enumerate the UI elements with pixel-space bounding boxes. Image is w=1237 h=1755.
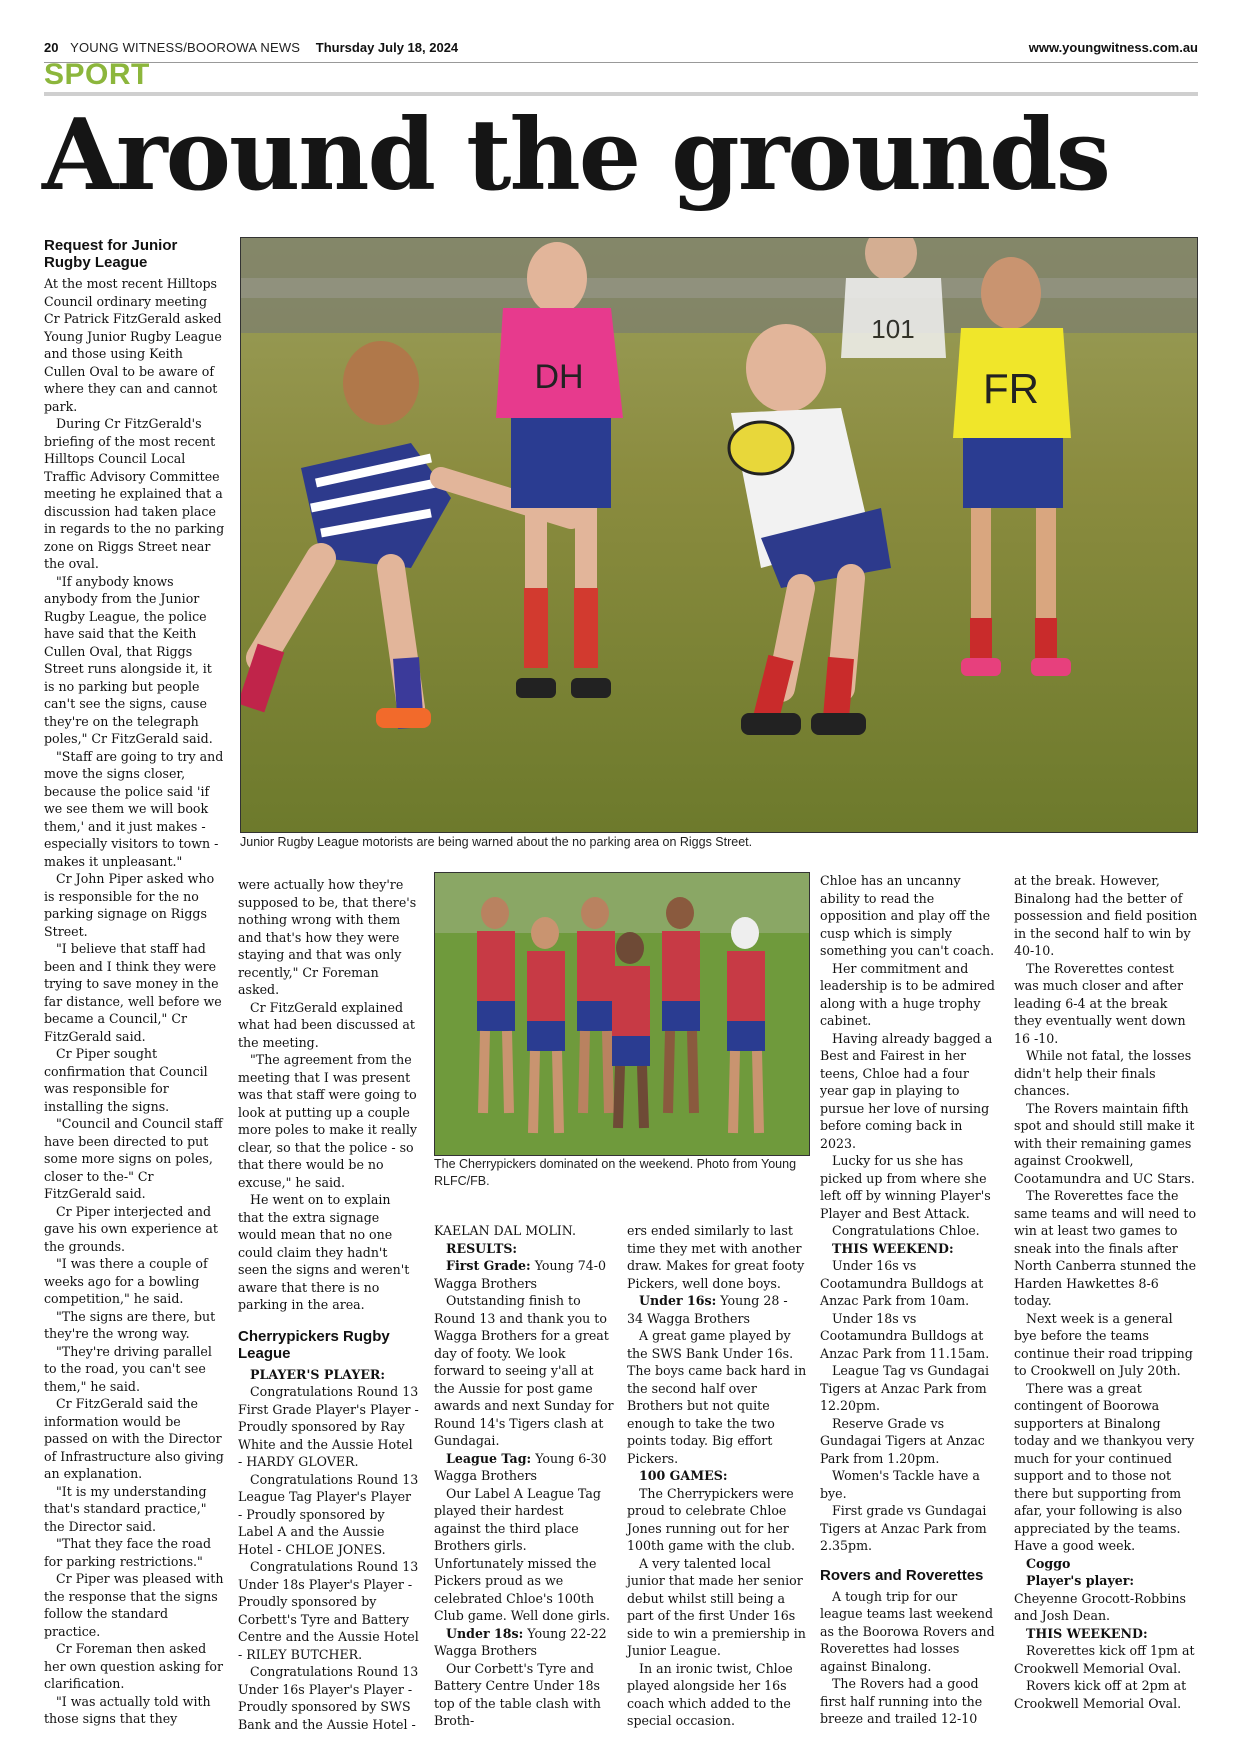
story1-paragraph: Cr FitzGerald explained what had been discussed at the meeting.: [238, 999, 415, 1050]
section-label: SPORT: [44, 58, 150, 91]
league-tag-text: Our Label A League Tag played their hardest against the third place Brothers girls. Unfortunately missed the Pickers proud as we celebrated Chloe's 100th Club game. Well done girls.: [434, 1485, 611, 1623]
story3-paragraph: The Roverettes contest was much closer and after leading 6-4 at the break they eventually went down 16 -10.: [1014, 960, 1186, 1046]
games-p6: Having already bagged a Best and Fairest in her teens, Chloe had a four year gap in playing to pursue her love of nursing before coming back in 2023.: [820, 1030, 993, 1151]
u16-score: Young 28 - 34 Wagga Brothers: [627, 1293, 788, 1326]
junior-rugby-photo: [241, 238, 1197, 832]
story1-paragraph: "That they face the road for parking restrictions.": [44, 1536, 212, 1569]
fixture-item: Under 18s vs Cootamundra Bulldogs at Anzac Park from 11.15am.: [820, 1310, 990, 1361]
story3-continued: [1014, 872, 1198, 1555]
story1-paragraph: "I was actually told with those signs that they: [44, 1693, 211, 1726]
story1-paragraph: "Staff are going to try and move the signs closer, because the police said 'if we see them we will book them,' and it just makes - especially visitors to town - makes it unpleasant.": [44, 748, 224, 869]
league-tag-label: League Tag:: [446, 1450, 532, 1466]
main-photo: [240, 237, 1198, 833]
fixture-item: Reserve Grade vs Gundagai Tigers at Anzac Park from 1.20pm.: [820, 1415, 985, 1466]
jersey-number: 101: [871, 314, 915, 344]
players-player-names: Cheyenne Grocott-Robbins and Josh Dean.: [1014, 1590, 1186, 1623]
first-grade-score: Young 74-0 Wagga Brothers: [434, 1258, 607, 1291]
story1-paragraph: Cr Piper sought confirmation that Council was responsible for installing the signs.: [44, 1046, 208, 1114]
story1-body: [44, 275, 225, 1728]
signoff: Coggo: [1026, 1555, 1071, 1571]
fixture-item: First grade vs Gundagai Tigers at Anzac Park from 2.35pm.: [820, 1503, 987, 1553]
weekend-label: THIS WEEKEND:: [832, 1240, 954, 1256]
award-paragraph: Congratulations Round 13 League Tag Player's Player - Proudly sponsored by Label A and the Aussie Hotel - CHLOE JONES.: [238, 1471, 419, 1557]
story1-continued: [238, 876, 419, 1314]
weekend-label-2: THIS WEEKEND:: [1026, 1625, 1148, 1641]
story1-paragraph: Cr John Piper asked who is responsible for the no parking signage on Riggs Street.: [44, 871, 215, 939]
award-paragraph: Congratulations Round 13 Under 18s Player's Player - Proudly sponsored by Corbett's Tyre and Battery Centre and the Aussie Hotel - RILEY BUTCHER.: [238, 1559, 419, 1662]
story3-signoff: [1014, 1555, 1198, 1573]
fixture-item: League Tag vs Gundagai Tigers at Anzac Park from 12.20pm.: [820, 1363, 989, 1413]
page-number: 20: [44, 40, 59, 55]
second-photo: [434, 872, 810, 1156]
u18-score: Young 22-22 Wagga Brothers: [434, 1625, 607, 1658]
u18-result: [434, 1625, 614, 1660]
story1-paragraph: Cr FitzGerald said the information would be passed on with the Director of Infrastructure also giving an explanation.: [44, 1396, 224, 1481]
fixture-item: Rovers kick off at 2pm at Crookwell Memorial Oval.: [1014, 1678, 1187, 1711]
weekend-fixtures: [820, 1257, 1001, 1555]
story1-paragraph: Cr Piper was pleased with the response that the signs follow the standard practice.: [44, 1571, 224, 1639]
publication-name: YOUNG WITNESS/BOOROWA NEWS: [70, 40, 301, 55]
bib-letters-left: DH: [534, 358, 584, 396]
results-label: RESULTS:: [446, 1240, 518, 1256]
league-tag-score: Young 6-30 Wagga Brothers: [434, 1450, 607, 1483]
u18-label: Under 18s:: [446, 1625, 524, 1641]
games-p8: Congratulations Chloe.: [832, 1223, 980, 1238]
award-paragraph: Congratulations Round 13 First Grade Player's Player - Proudly sponsored by Ray White and the Aussie Hotel - HARDY GLOVER.: [238, 1384, 419, 1469]
website-link[interactable]: www.youngwitness.com.au: [1028, 40, 1198, 55]
story1-paragraph: Cr Piper interjected and gave his own experience at the grounds.: [44, 1203, 218, 1254]
column-4: [627, 1222, 807, 1730]
story1-heading: Request for Junior Rugby League: [44, 237, 178, 271]
story2-awards: [238, 1383, 419, 1733]
fixture-item: Women's Tackle have a bye.: [820, 1468, 980, 1501]
games-p7: Lucky for us she has picked up from where she left off by winning Player's Player and Best Attack.: [820, 1153, 991, 1221]
award-paragraph: Congratulations Round 13 Under 16s Player's Player - Proudly sponsored by SWS Bank and the Aussie Hotel -: [238, 1664, 419, 1732]
games-p5: Her commitment and leadership is to be admired along with a huge trophy cabinet.: [820, 960, 995, 1028]
first-grade-result: [434, 1257, 614, 1292]
award-continued: KAELAN DAL MOLIN.: [434, 1223, 576, 1238]
players-player-label: PLAYER'S PLAYER:: [250, 1366, 386, 1382]
story3-paragraph: There was a great contingent of Boorowa supporters at Binalong today and we thankyou very much for your continued support and to those not there but supporting from afar, your following is also appreciated by the teams. Have a good week.: [1014, 1380, 1195, 1553]
column-3: [434, 1222, 614, 1730]
rugby-ball-icon: [729, 422, 793, 474]
fixture-item: Roverettes kick off 1pm at Crookwell Memorial Oval.: [1014, 1643, 1195, 1676]
league-tag-result: [434, 1450, 614, 1485]
games-p4: Chloe has an uncanny ability to read the opposition and play off the cusp which is simply something you can't coach.: [820, 873, 995, 958]
fixture-item: Under 16s vs Cootamundra Bulldogs at Anzac Park from 10am.: [820, 1258, 984, 1308]
story1-paragraph: "If anybody knows anybody from the Junior Rugby League, the police have said that the Keith Cullen Oval, that Riggs Street runs alongside it, it is no parking but people can't see the signs, cause they're on the telegraph poles," Cr FitzGerald said.: [44, 573, 213, 746]
story3-p1: A tough trip for our league teams last weekend as the Boorowa Rovers and Roverettes had losses against Binalong.: [820, 1588, 995, 1674]
story3-heading: Rovers and Roverettes: [820, 1566, 984, 1584]
story3-paragraph: Next week is a general bye before the teams continue their road tripping to Crookwell on July 20th.: [1014, 1310, 1193, 1378]
story1-paragraph: Cr Foreman then asked her own question asking for clarification.: [44, 1641, 224, 1691]
games-p2: A very talented local junior that made her senior debut whilst still being a part of the first Under 16s side to win a premiership in Junior League.: [627, 1555, 806, 1658]
story3-players-player: [1014, 1572, 1198, 1625]
u18-text-b: ers ended similarly to last time they met with another draw. Makes for great footy Pickers, well done boys.: [627, 1223, 805, 1291]
second-photo-caption: The Cherrypickers dominated on the weekend. Photo from Young RLFC/FB.: [434, 1157, 797, 1188]
games-p3: In an ironic twist, Chloe played alongside her 16s coach which added to the special occasion.: [627, 1660, 793, 1728]
story1-paragraph: "The signs are there, but they're the wrong way.: [44, 1308, 216, 1341]
story3-paragraph: at the break. However, Binalong had the better of possession and field position in the second half to win by 40-10.: [1014, 873, 1198, 958]
bib-letters-right: FR: [983, 365, 1039, 412]
main-photo-caption: Junior Rugby League motorists are being warned about the no parking area on Riggs Street.: [240, 835, 753, 849]
story1-paragraph: "They're driving parallel to the road, you can't see them," he said.: [44, 1343, 212, 1394]
story3-p2: The Rovers had a good first half running into the breeze and trailed 12-10: [820, 1676, 983, 1726]
u16-label: Under 16s:: [639, 1293, 717, 1308]
story1-paragraph: He went on to explain that the extra signage would mean that no one could claim they hadn't seen the signs and weren't aware that there is no parking in the area.: [238, 1192, 410, 1312]
story1-paragraph: "Council and Council staff have been directed to put some more signs on poles, closer to the-" Cr FitzGerald said.: [44, 1116, 223, 1201]
column-6: [1014, 872, 1198, 1712]
folio-line: [44, 40, 1198, 63]
story2-heading: Cherrypickers Rugby League: [238, 1327, 390, 1362]
first-grade-text: Outstanding finish to Round 13 and thank you to Wagga Brothers for a great day of footy. We look forward to seeing y'all at the Aussie for post game awards and next Sunday for Round 14's Tigers clash at Gundagai.: [434, 1293, 614, 1448]
column-2: [238, 876, 419, 1733]
first-grade-label: First Grade:: [446, 1258, 531, 1273]
story1-paragraph: "I was there a couple of weeks ago for a bowling competition," he said.: [44, 1256, 208, 1306]
story1-paragraph: "It is my understanding that's standard practice," the Director said.: [44, 1483, 207, 1534]
story3-paragraph: The Roverettes face the same teams and will need to win at least two games to sneak into the finals after North Canberra stunned the Harden Hawkettes 8-6 today.: [1014, 1188, 1197, 1308]
cherrypickers-photo: [435, 873, 809, 1155]
games-label: 100 GAMES:: [639, 1468, 728, 1483]
story1-paragraph: "I believe that staff had been and I think they were trying to save money in the far distance, well before we became a Council," Cr FitzGerald said.: [44, 941, 222, 1044]
page-headline: Around the grounds: [42, 98, 1109, 213]
weekend-fixtures-2: [1014, 1642, 1198, 1712]
story1-paragraph: "The agreement from the meeting that I was present was that staff were going to look at putting up a couple more poles to make it really clear, so that the police - so that there would be no excuse," he said.: [238, 1052, 418, 1190]
u16-result: [627, 1292, 807, 1327]
story3-paragraph: While not fatal, the losses didn't help their finals chances.: [1014, 1048, 1192, 1098]
story3-paragraph: The Rovers maintain fifth spot and should still make it with their remaining games against Crookwell, Cootamundra and UC Stars.: [1014, 1100, 1195, 1186]
column-5: [820, 872, 1001, 1728]
u18-text-a: Our Corbett's Tyre and Battery Centre Under 18s top of the table clash with Broth-: [434, 1660, 601, 1728]
section-divider: [44, 92, 1198, 96]
column-1: [44, 237, 225, 1728]
story1-paragraph: were actually how they're supposed to be, that there's nothing wrong with them and that's how they were staying and that was only recently," Cr Foreman asked.: [238, 877, 417, 997]
games-p1: The Cherrypickers were proud to celebrate Chloe Jones running out for her 100th game with the club.: [627, 1485, 796, 1553]
u16-text: A great game played by the SWS Bank Under 16s. The boys came back hard in the second half over Brothers but not quite enough to take the two points today. Big effort Pickers.: [627, 1328, 807, 1466]
issue-date: Thursday July 18, 2024: [315, 40, 459, 55]
story1-paragraph: At the most recent Hilltops Council ordinary meeting Cr Patrick FitzGerald asked Young Junior Rugby League and those using Keith Cullen Oval to be aware of where they can and cannot park.: [44, 276, 222, 414]
players-player-label-2: Player's player:: [1026, 1573, 1135, 1588]
story1-paragraph: During Cr FitzGerald's briefing of the most recent Hilltops Council Local Traffic Advisory Committee meeting he explained that a discussion had taken place in regards to the no parking zone on Riggs Street near the oval.: [44, 416, 225, 571]
